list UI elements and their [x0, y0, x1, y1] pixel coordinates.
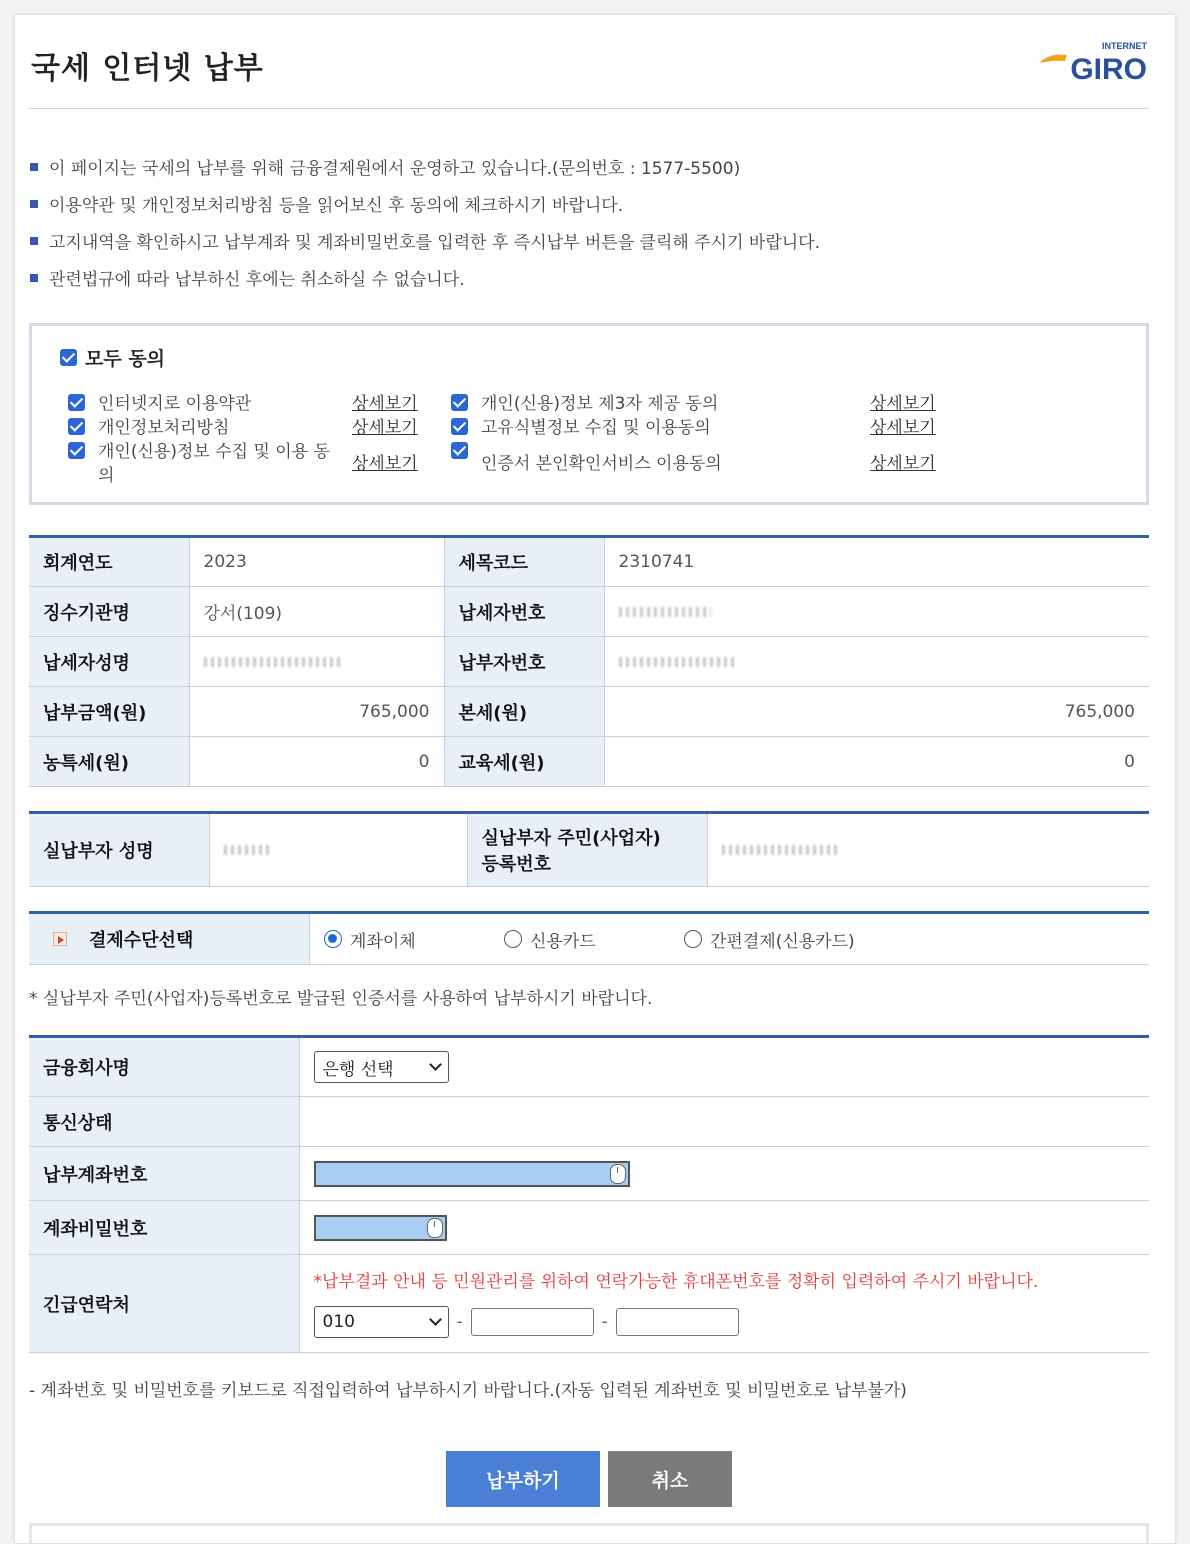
- agree-unique-id-checkbox[interactable]: [451, 418, 468, 435]
- agree-third-party-checkbox[interactable]: [451, 394, 468, 411]
- redacted-text: [204, 657, 344, 667]
- contact-label: 긴급연락처: [29, 1255, 299, 1353]
- account-password-input[interactable]: [314, 1215, 447, 1241]
- detail-link-privacy[interactable]: 상세보기: [352, 418, 418, 438]
- tax-code-label: 세목코드: [444, 537, 604, 587]
- redacted-text: [224, 845, 270, 855]
- pay-button[interactable]: 납부하기: [446, 1451, 600, 1507]
- chevron-down-icon: [429, 1313, 442, 1326]
- office-value: 강서(109): [189, 587, 444, 637]
- detail-link-cert[interactable]: 상세보기: [870, 454, 936, 474]
- arrow-icon: [53, 932, 67, 946]
- table-row: [29, 813, 1149, 887]
- table-row: [29, 737, 1149, 787]
- agree-collection-checkbox[interactable]: [68, 442, 85, 459]
- taxpayer-no-label: 납세자번호: [444, 587, 604, 637]
- principal-value: 765,000: [604, 687, 1149, 737]
- edu-tax-value: 0: [604, 737, 1149, 787]
- bank-cell: [299, 1037, 1149, 1097]
- comm-status-label: 통신상태: [29, 1097, 299, 1147]
- mouse-icon[interactable]: [610, 1164, 626, 1184]
- content: [29, 15, 1149, 1543]
- payer-no-value: [604, 637, 1149, 687]
- amount-value: 765,000: [189, 687, 444, 737]
- office-label: 징수기관명: [29, 587, 189, 637]
- redacted-text: [619, 607, 711, 617]
- tax-code-value: 2310741: [604, 537, 1149, 587]
- phone-prefix-select[interactable]: 010: [314, 1306, 449, 1338]
- table-row: [29, 1255, 1149, 1353]
- password-label: 계좌비밀번호: [29, 1201, 299, 1255]
- detail-link-unique-id[interactable]: 상세보기: [870, 418, 936, 438]
- redacted-text: [722, 845, 837, 855]
- bottom-box: [29, 1523, 1149, 1543]
- table-row: [29, 1097, 1149, 1147]
- keyboard-note: - 계좌번호 및 비밀번호를 키보드로 직접입력하여 납부하시기 바랍니다.(자동 입력된 계좌번호 및 비밀번호로 납부불가): [29, 1381, 907, 1401]
- taxpayer-name-label: 납세자성명: [29, 637, 189, 687]
- payer-name-value: [209, 813, 467, 887]
- account-number-input[interactable]: [314, 1161, 630, 1187]
- cert-note: * 실납부자 주민(사업자)등록번호로 발급된 인증서를 사용하여 납부하시기 바랍니다.: [29, 989, 653, 1009]
- bullet-icon: [30, 163, 38, 171]
- redacted-text: [619, 657, 734, 667]
- radio-icon[interactable]: [504, 930, 522, 948]
- page-title: 국세 인터넷 납부: [31, 51, 264, 86]
- payer-name-label: 실납부자 성명: [29, 813, 209, 887]
- table-row: [29, 637, 1149, 687]
- logo-top-text: INTERNET: [1102, 41, 1147, 51]
- table-row: [29, 537, 1149, 587]
- rural-tax-value: 0: [189, 737, 444, 787]
- radio-easy-pay[interactable]: 간편결제(신용카드): [684, 927, 855, 952]
- button-group: [29, 1451, 1149, 1507]
- detail-link-collection[interactable]: 상세보기: [352, 454, 418, 474]
- detail-link-third-party[interactable]: 상세보기: [870, 394, 936, 414]
- phone-last-input[interactable]: [616, 1308, 739, 1336]
- notice-list: [29, 157, 1149, 305]
- radio-credit-card[interactable]: 신용카드: [504, 927, 684, 952]
- bullet-icon: [30, 237, 38, 245]
- payer-id-label: 실납부자 주민(사업자) 등록번호: [467, 813, 707, 887]
- agree-all-checkbox[interactable]: [60, 349, 77, 366]
- notice-item: 관련법규에 따라 납부하신 후에는 취소하실 수 없습니다.: [29, 268, 1149, 305]
- mouse-icon[interactable]: [427, 1218, 443, 1238]
- contact-note: *납부결과 안내 등 민원관리를 위하여 연락가능한 휴대폰번호를 정확히 입력하여 주시기 바랍니다.: [313, 1271, 1039, 1292]
- agree-terms-checkbox[interactable]: [68, 394, 85, 411]
- bullet-icon: [30, 200, 38, 208]
- agreement-box: 모두 동의 인터넷지로 이용약관 개인정보처리방침 개인(신용)정보 수집 및 이용 동의 상세보기 상세보기 상세보기 개인(신용)정보 제3자 제공 동의 고유식별정보 수집 및 이용동의 인증서 본인확인서비스 이용동의 상세보기 상세보기 상세보기: [29, 323, 1149, 505]
- table-row: [29, 1147, 1149, 1201]
- payment-form-table: [29, 1035, 1149, 1353]
- table-row: [29, 1037, 1149, 1097]
- phone-middle-input[interactable]: [471, 1308, 594, 1336]
- table-row: [29, 1201, 1149, 1255]
- radio-icon[interactable]: [684, 930, 702, 948]
- payer-id-value: [707, 813, 1149, 887]
- amount-label: 납부금액(원): [29, 687, 189, 737]
- phone-row: 010 - -: [314, 1306, 1136, 1338]
- bank-select[interactable]: 은행 선택: [314, 1051, 449, 1083]
- account-cell: [299, 1147, 1149, 1201]
- payment-method-row: [29, 911, 1149, 965]
- password-cell: [299, 1201, 1149, 1255]
- taxpayer-name-value: [189, 637, 444, 687]
- notice-item: 이용약관 및 개인정보처리방침 등을 읽어보신 후 동의에 체크하시기 바랍니다.: [29, 194, 1149, 231]
- contact-cell: [299, 1255, 1149, 1353]
- payment-method-label: 결제수단선택: [29, 914, 310, 964]
- radio-account-transfer[interactable]: 계좌이체: [324, 927, 504, 952]
- payer-table: [29, 811, 1149, 887]
- giro-logo: [1037, 39, 1149, 83]
- cancel-button[interactable]: 취소: [608, 1451, 732, 1507]
- radio-selected-icon[interactable]: [324, 930, 342, 948]
- fiscal-year-label: 회계연도: [29, 537, 189, 587]
- fiscal-year-value: 2023: [189, 537, 444, 587]
- notice-item: 고지내역을 확인하시고 납부계좌 및 계좌비밀번호를 입력한 후 즉시납부 버튼을 클릭해 주시기 바랍니다.: [29, 231, 1149, 268]
- taxpayer-no-value: [604, 587, 1149, 637]
- edu-tax-label: 교육세(원): [444, 737, 604, 787]
- payment-method-options: [310, 914, 1149, 964]
- principal-label: 본세(원): [444, 687, 604, 737]
- bullet-icon: [30, 274, 38, 282]
- logo-main-text: GIRO: [1070, 53, 1147, 83]
- account-label: 납부계좌번호: [29, 1147, 299, 1201]
- bank-label: 금융회사명: [29, 1037, 299, 1097]
- notice-item: 이 페이지는 국세의 납부를 위해 금융결제원에서 운영하고 있습니다.(문의번호 : 1577-5500): [29, 157, 1149, 194]
- detail-link-terms[interactable]: 상세보기: [352, 394, 418, 414]
- table-row: [29, 587, 1149, 637]
- bill-table: [29, 535, 1149, 787]
- table-row: [29, 687, 1149, 737]
- agree-cert-checkbox[interactable]: [451, 442, 468, 459]
- payer-no-label: 납부자번호: [444, 637, 604, 687]
- agree-privacy-checkbox[interactable]: [68, 418, 85, 435]
- header: [29, 15, 1149, 109]
- comm-status-value: [299, 1097, 1149, 1147]
- rural-tax-label: 농특세(원): [29, 737, 189, 787]
- payment-page: [14, 14, 1176, 1544]
- chevron-down-icon: [429, 1058, 442, 1071]
- agree-all[interactable]: 모두 동의: [60, 344, 165, 371]
